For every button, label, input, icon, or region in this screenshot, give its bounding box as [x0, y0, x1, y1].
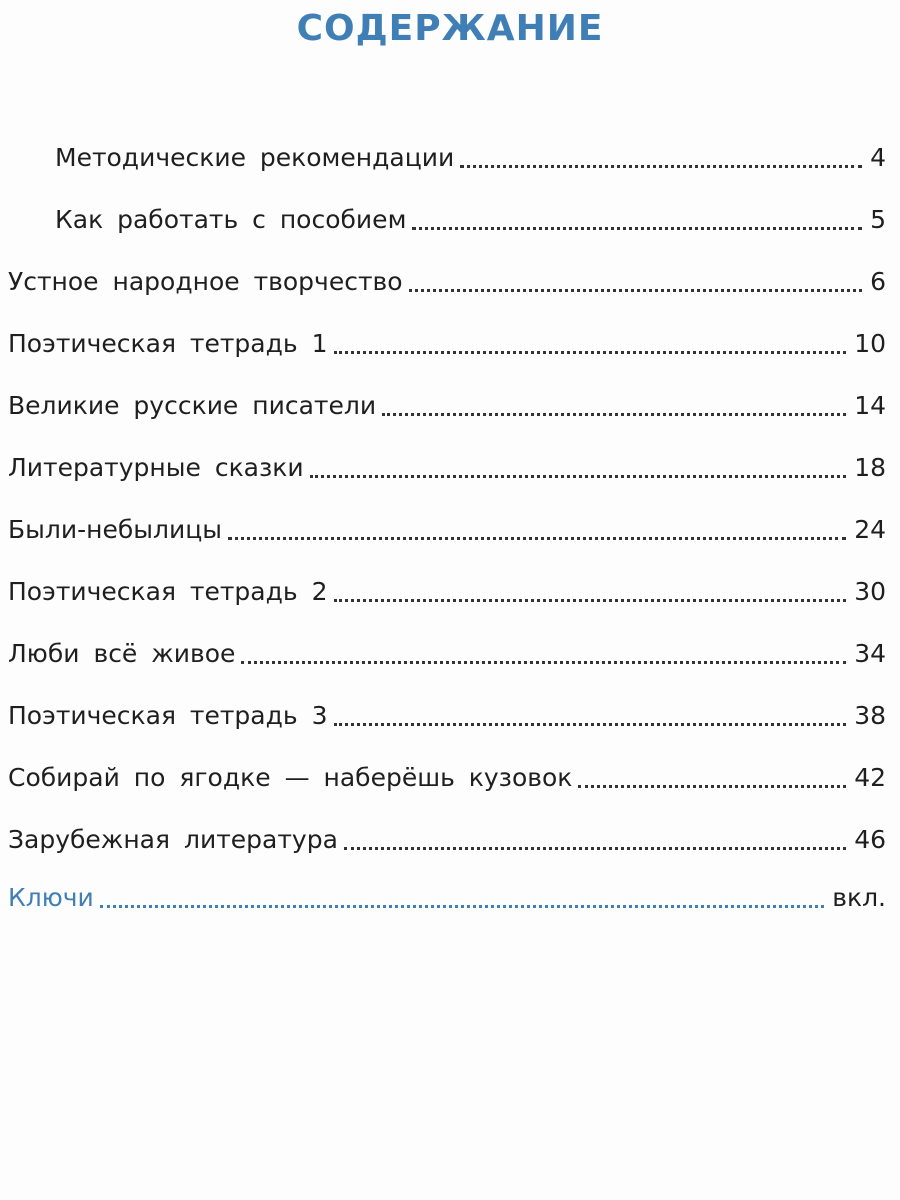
dot-leader	[409, 289, 863, 292]
dot-leader	[334, 351, 847, 354]
toc-entry-label: Были-небылицы	[8, 515, 223, 544]
toc-entry-page: 14	[854, 391, 886, 420]
toc-entry	[55, 200, 886, 240]
toc-entry-label: Устное народное творчество	[8, 267, 403, 296]
toc-entry	[8, 572, 886, 612]
dot-leader	[241, 661, 846, 664]
toc-entry-label: Методические рекомендации	[55, 143, 455, 172]
toc-entry	[8, 448, 886, 488]
dot-leader	[334, 599, 847, 602]
page-title: СОДЕРЖАНИЕ	[296, 8, 604, 49]
toc-entry	[8, 510, 886, 550]
toc-entry-page: 18	[854, 453, 886, 482]
toc-entry	[8, 696, 886, 736]
dot-leader	[344, 847, 846, 850]
toc-entry-page: 46	[854, 825, 886, 854]
toc-entry	[8, 820, 886, 860]
toc-entry-page: 24	[854, 515, 886, 544]
toc-entry-page: 4	[870, 143, 886, 172]
toc-entry-label: Как работать с пособием	[55, 205, 407, 234]
toc-entry-label: Великие русские писатели	[8, 391, 377, 420]
dot-leader	[100, 905, 824, 908]
toc-entry-page: 34	[854, 639, 886, 668]
toc-entry-page: 38	[854, 701, 886, 730]
toc-entry-label: Литературные сказки	[8, 453, 304, 482]
toc-entry-page: 5	[870, 205, 886, 234]
toc-entry	[8, 634, 886, 674]
dot-leader	[460, 165, 862, 168]
dot-leader	[334, 723, 847, 726]
dot-leader	[578, 785, 846, 788]
toc-entry-label: Собирай по ягодке — наберёшь кузовок	[8, 763, 573, 792]
toc-entry	[8, 262, 886, 302]
dot-leader	[310, 475, 847, 478]
toc-entry-label: Поэтическая тетрадь 3	[8, 701, 328, 730]
toc-entry	[8, 758, 886, 798]
toc-entry-label: Поэтическая тетрадь 2	[8, 577, 328, 606]
toc-entry-page: 42	[854, 763, 886, 792]
dot-leader	[382, 413, 846, 416]
dot-leader	[412, 227, 862, 230]
toc-entry-label: Ключи	[8, 883, 94, 912]
toc-entry	[8, 324, 886, 364]
toc-entry	[55, 138, 886, 178]
dot-leader	[228, 537, 846, 540]
toc-entry-label: Зарубежная литература	[8, 825, 338, 854]
toc-entry-page: 10	[854, 329, 886, 358]
toc-entry-page: 6	[870, 267, 886, 296]
toc-entry-label: Люби всё живое	[8, 639, 236, 668]
toc-entry-page: 30	[854, 577, 886, 606]
toc-entry-label: Поэтическая тетрадь 1	[8, 329, 328, 358]
toc-entry-page: вкл.	[832, 883, 886, 912]
toc-entry-keys	[8, 878, 886, 918]
toc-entry	[8, 386, 886, 426]
